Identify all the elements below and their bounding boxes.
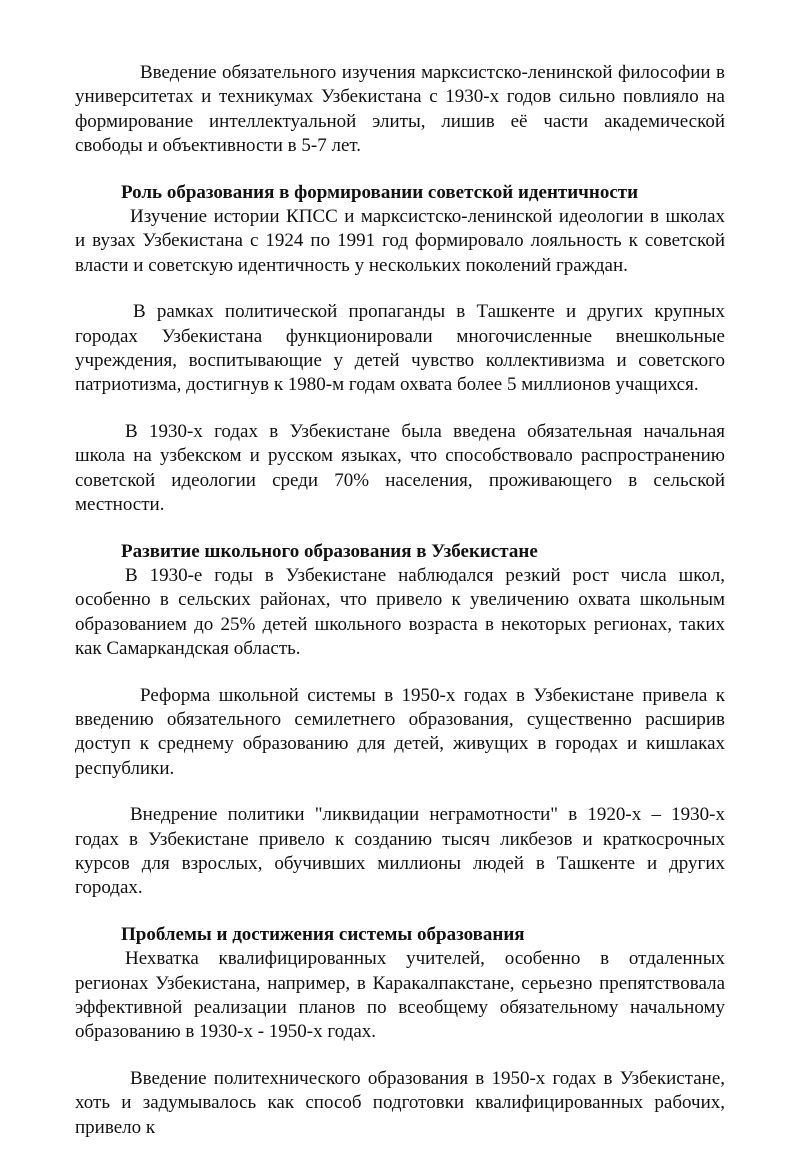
section-heading-problems-achievements: Проблемы и достижения системы образования bbox=[121, 923, 525, 945]
paragraph-cpsu-history: Изучение истории КПСС и марксистско-ленинской идеологии в школах и вузах Узбекистана с 1924 по 1991 год формировало лояльность к советской власти и советскую идентичность у нескольких поколений граждан. bbox=[75, 206, 725, 276]
section-heading-soviet-identity: Роль образования в формировании советской идентичности bbox=[121, 181, 639, 203]
paragraph-literacy-policy: Внедрение политики "ликвидации неграмотности" в 1920-х – 1930-х годах в Узбекистане привело к созданию тысяч ликбезов и краткосрочных курсов для взрослых, обучивших миллионы людей в Ташкенте и других городах. bbox=[75, 804, 725, 899]
document-body bbox=[75, 61, 725, 1162]
paragraph-school-growth: В 1930-е годы в Узбекистане наблюдался резкий рост числа школ, особенно в сельских районах, что привело к увеличению охвата школьным образованием до 25% детей школьного возраста в некоторых регионах, таких как Самаркандская область. bbox=[75, 564, 725, 660]
section-heading-school-development: Развитие школьного образования в Узбекистане bbox=[121, 540, 538, 562]
paragraph-teacher-shortage: Нехватка квалифицированных учителей, особенно в отдаленных регионах Узбекистана, например, в Каракалпакстане, серьезно препятствовала эффективной реализации планов по всеобщему обязательному начальному образованию в 1930-х - 1950-х годах. bbox=[75, 948, 725, 1043]
paragraph-polytechnic-education: Введение политехнического образования в 1950-х годах в Узбекистане, хоть и задумывалось как способ подготовки квалифицированных рабочих, привело к bbox=[75, 1067, 725, 1138]
paragraph-propaganda-institutions: В рамках политической пропаганды в Ташкенте и других крупных городах Узбекистана функционировали многочисленные внешкольные учреждения, воспитывающие у детей чувство коллективизма и советского патриотизма, достигнув к 1980-м годам охвата более 5 миллионов учащихся. bbox=[75, 301, 725, 396]
paragraph-intro: Введение обязательного изучения марксистско-ленинской философии в университетах и техникумах Узбекистана с 1930-х годов сильно повлияло на формирование интеллектуальной элиты, лишив её части академической свободы и объективности в 5-7 лет. bbox=[75, 62, 725, 157]
paragraph-primary-school: В 1930-х годах в Узбекистане была введена обязательная начальная школа на узбекском и русском языках, что способствовало распространению советской идеологии среди 70% населения, проживающего в сельской местности. bbox=[75, 420, 725, 516]
paragraph-school-reform: Реформа школьной системы в 1950-х годах в Узбекистане привела к введению обязательного семилетнего образования, существенно расширив доступ к среднему образованию для детей, живущих в городах и кишлаках республики. bbox=[75, 684, 725, 779]
